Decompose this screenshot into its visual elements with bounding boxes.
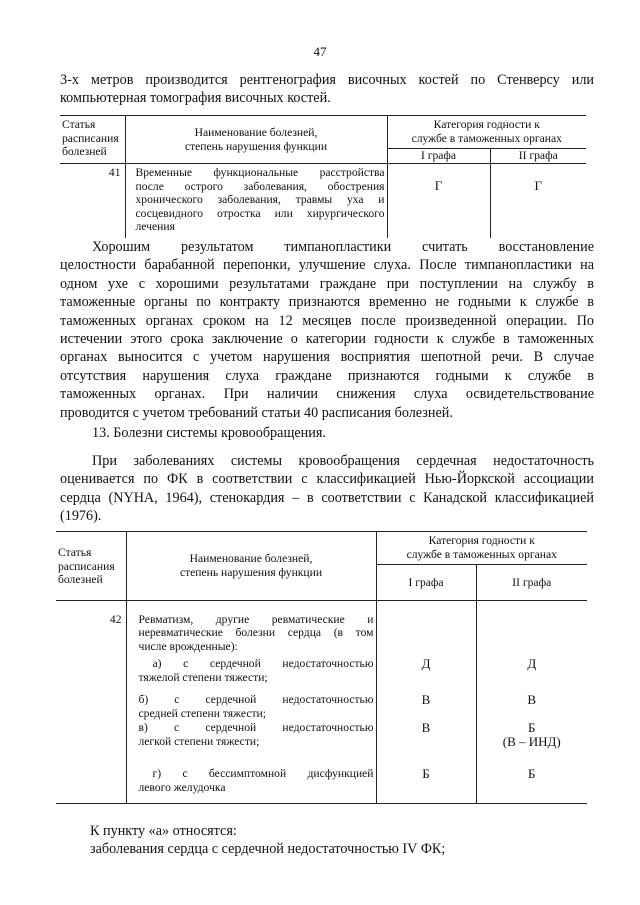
header-disease: Наименование болезней, степень нарушения функции [125, 116, 387, 164]
table-article-42 [56, 531, 587, 804]
header-g1: I графа [387, 149, 490, 164]
text-line: одном ухе с хорошими результатами граждане при поступлении на службу в [60, 275, 594, 292]
category-g2: Б (В – ИНД) [476, 721, 587, 761]
text-line: проводится с учетом требований статьи 40 расписания болезней. [60, 404, 453, 421]
category-g2: Б [476, 761, 587, 803]
intro-paragraph [60, 71, 594, 108]
text-line: При заболеваниях системы кровообращения сердечная недостаточность [92, 453, 594, 469]
category-g1: В [376, 689, 476, 721]
text-line: сердца (NYHA, 1964), стенокардия – в соответствии с Канадской классификацией [60, 489, 594, 506]
text-line: Хорошим результатом тимпанопластики считать восстановление [92, 239, 594, 255]
header-disease: Наименование болезней, степень нарушения функции [126, 532, 376, 601]
section-heading: 13. Болезни системы кровообращения. [92, 425, 326, 441]
header-category: Категория годности к службе в таможенных органах [376, 532, 587, 565]
text-line: таможенные органы по контракту признаются временно не годными к службе в [60, 294, 594, 311]
disease-intro: Ревматизм, другие ревматические и неревматические болезни сердца (в том числе врожденные): [126, 613, 376, 654]
text-line: органах выносится с учетом нарушения восприятия шепотной речи. В случае [60, 349, 594, 366]
header-category: Категория годности к службе в таможенных органах [387, 116, 586, 149]
disease-item-a: а) с сердечной недостаточностью тяжелой степени тяжести; [126, 653, 376, 689]
footer-text [90, 822, 590, 859]
text-line: отсутствия нарушения слуха граждане признаются годными к службе в [60, 367, 594, 384]
text-line: оценивается по ФК в соответствии с классификацией Нью-Йоркской ассоциации [60, 471, 594, 488]
text-line: заболевания сердца с сердечной недостаточностью IV ФК; [90, 841, 446, 858]
disease-description: Временные функциональные расстройства после острого заболевания, обострения хронического заболевания, травмы уха и сосцевидного отростка или хирургического лечения [125, 164, 387, 238]
text-line: (1976). [60, 508, 102, 525]
text-line: целостности барабанной перепонки, улучшение слуха. После тимпанопластики на [60, 257, 594, 274]
text-line: таможенных органах. При наличии снижения слуха освидетельствование [60, 386, 594, 403]
category-g2-note: (В – ИНД) [502, 733, 561, 749]
header-article: Статья расписания болезней [56, 532, 126, 601]
tympanoplasty-paragraph [60, 238, 594, 422]
page-number: 47 [313, 44, 327, 59]
article-number: 41 [60, 164, 125, 238]
disease-item-b: б) с сердечной недостаточностью средней степени тяжести; [126, 689, 376, 721]
category-g2: Д [476, 653, 587, 689]
category-g1: Б [376, 761, 476, 803]
category-g1: Д [376, 653, 476, 689]
text-line: истечении этого срока заключение о категории годности к службе в таможенных [60, 331, 594, 348]
text-line: компьютерная томография височных костей. [60, 90, 331, 107]
disease-item-g: г) с бессимптомной дисфункцией левого желудочка [126, 761, 376, 803]
text-line: К пункту «а» относятся: [90, 823, 237, 839]
header-g1: I графа [376, 565, 476, 601]
category-g1: В [376, 721, 476, 761]
text-line: 3-х метров производится рентгенография височных костей по Стенверсу или [60, 72, 594, 88]
header-article: Статья расписания болезней [60, 116, 125, 164]
header-g2: II графа [476, 565, 587, 601]
category-g2: В [476, 689, 587, 721]
header-g2: II графа [490, 149, 586, 164]
cardio-paragraph [60, 452, 594, 526]
category-g2: Г [490, 164, 586, 238]
table-article-41 [60, 115, 586, 238]
article-number: 42 [56, 613, 126, 654]
disease-item-v: в) с сердечной недостаточностью легкой степени тяжести; [126, 721, 376, 761]
category-g1: Г [387, 164, 490, 238]
text-line: таможенных органах сроком на 12 месяцев после произведенной операции. По [60, 312, 594, 329]
